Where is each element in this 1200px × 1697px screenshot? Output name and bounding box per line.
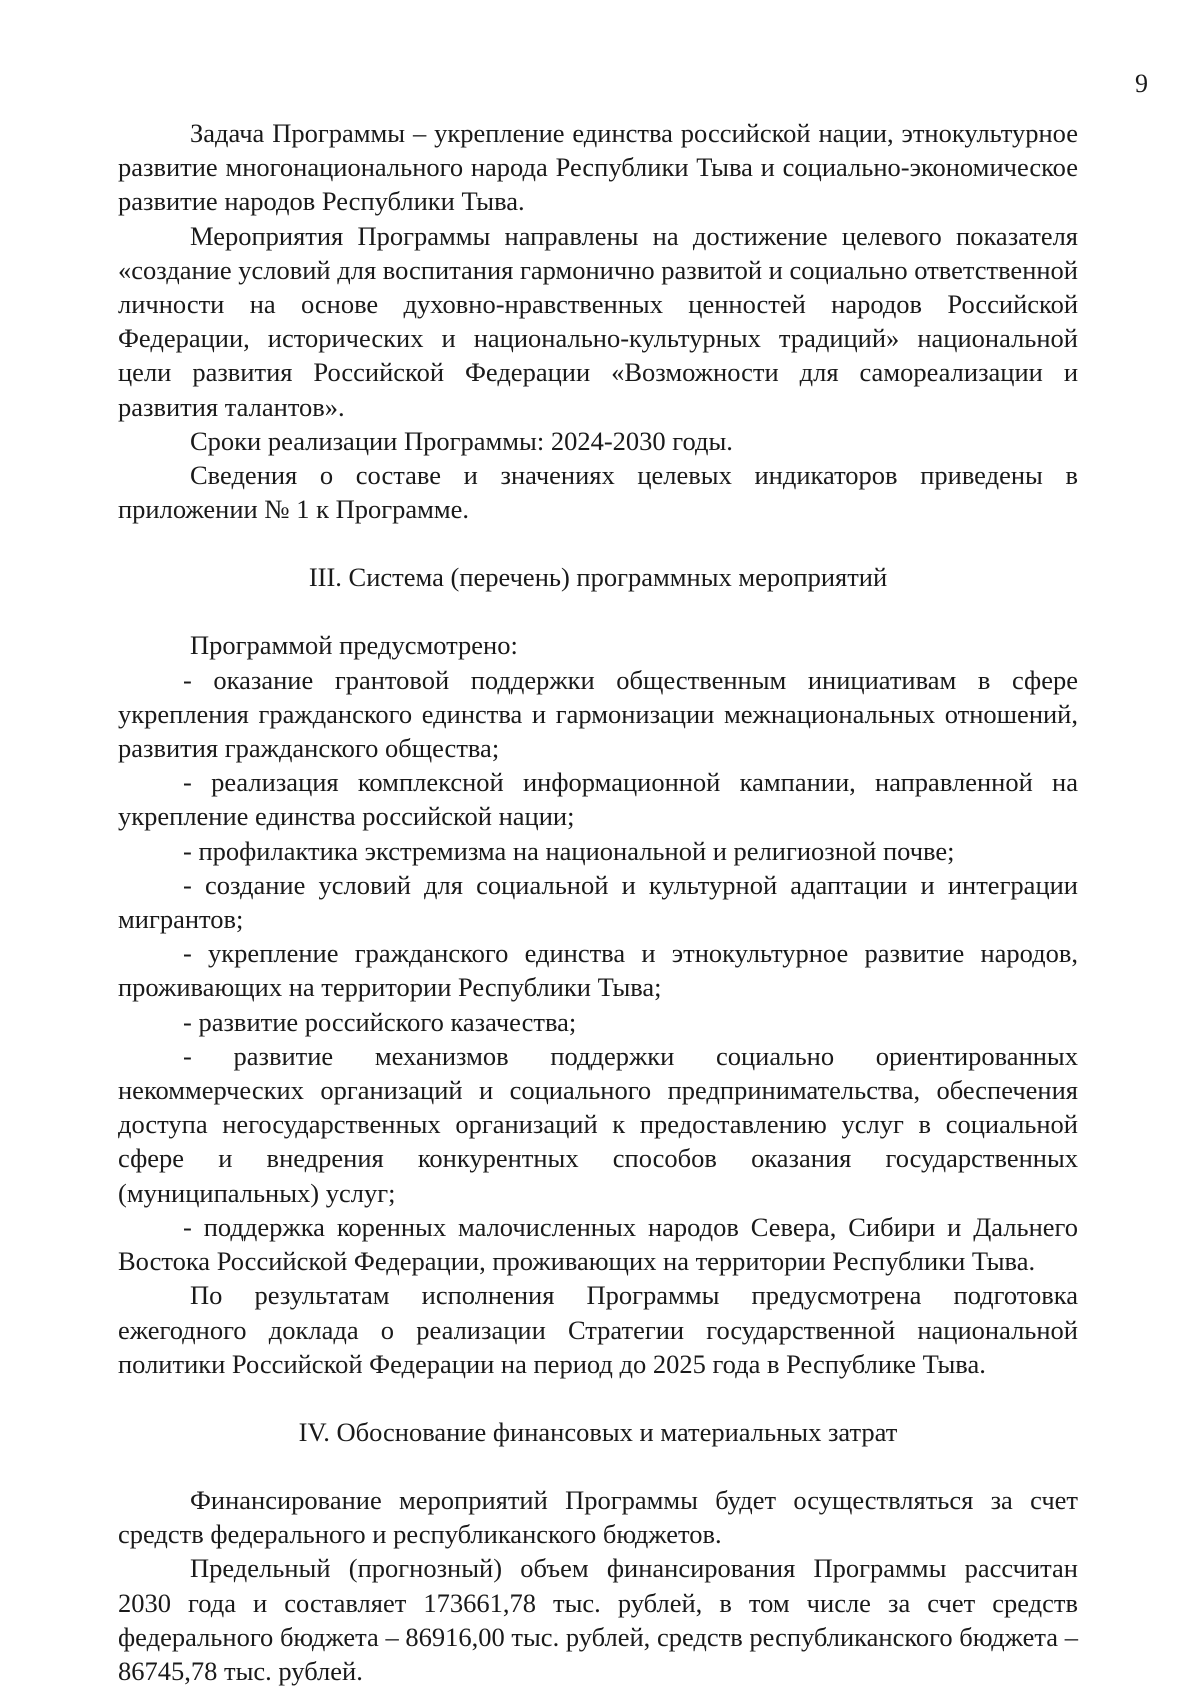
list-item: - создание условий для социальной и культурной адаптации и интеграции мигрантов; xyxy=(118,869,1078,935)
section-heading-4: IV. Обоснование финансовых и материальных затрат xyxy=(298,1416,898,1447)
paragraph: Сроки реализации Программы: 2024-2030 годы. xyxy=(190,425,733,456)
list-item: - развитие российского казачества; xyxy=(183,1006,577,1037)
page-number: 9 xyxy=(1135,69,1148,98)
paragraph: Мероприятия Программы направлены на достижение целевого показателя «создание условий для воспитания гармонично развитой и социально ответственной личности на основе духовно-нравственных ценностей народов Российской Федерации, исторических и национально-культурных традиций» национальной цели развития Российской Федерации «Возможности для самореализации и развития талантов». xyxy=(118,220,1078,422)
paragraph: Предельный (прогнозный) объем финансирования Программы рассчитан 2030 года и составляет 173661,78 тыс. рублей, в том числе за счет средств федерального бюджета – 86916,00 тыс. рублей, средств республиканского бюджета – 86745,78 тыс. рублей. xyxy=(118,1553,1078,1686)
paragraph: Задача Программы – укрепление единства российской нации, этнокультурное развитие многонационального народа Республики Тыва и социально-экономическое развитие народов Республики Тыва. xyxy=(118,118,1078,217)
paragraph: Программой предусмотрено: xyxy=(190,630,518,661)
paragraph: По результатам исполнения Программы предусмотрена подготовка ежегодного доклада о реализации Стратегии государственной национальной политики Российской Федерации на период до 2025 года в Республике Тыва. xyxy=(118,1280,1078,1379)
list-item: - профилактика экстремизма на национальной и религиозной почве; xyxy=(183,835,955,866)
section-heading-3: III. Система (перечень) программных мероприятий xyxy=(308,562,888,593)
list-item: - оказание грантовой поддержки общественным инициативам в сфере укрепления гражданского единства и гармонизации межнациональных отношений, развития гражданского общества; xyxy=(118,664,1078,764)
paragraph: Финансирование мероприятий Программы будет осуществляться за счет средств федерального и республиканского бюджетов. xyxy=(118,1484,1078,1550)
paragraph: Сведения о составе и значениях целевых индикаторов приведены в приложении № 1 к Программе. xyxy=(118,460,1078,525)
list-item: - укрепление гражданского единства и этнокультурное развитие народов, проживающих на территории Республики Тыва; xyxy=(118,938,1078,1003)
document-body xyxy=(118,116,1078,1688)
list-item: - реализация комплексной информационной кампании, направленной на укрепление единства российской нации; xyxy=(118,767,1078,832)
list-item: - развитие механизмов поддержки социально ориентированных некоммерческих организаций и социального предпринимательства, обеспечения доступа негосударственных организаций к предоставлению услуг в социальной сфере и внедрения конкурентных способов оказания государственных (муниципальных) услуг; xyxy=(118,1040,1078,1208)
list-item: - поддержка коренных малочисленных народов Севера, Сибири и Дальнего Востока Российской Федерации, проживающих на территории Республики Тыва. xyxy=(118,1211,1078,1277)
